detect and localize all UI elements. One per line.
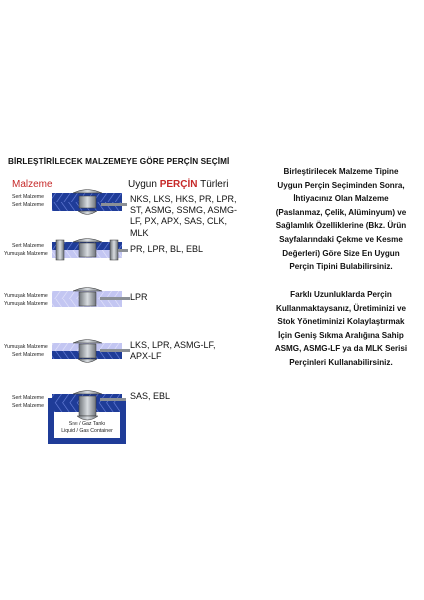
row3-top-label: Yumuşak Malzeme [4, 293, 48, 299]
row4-illustration [52, 340, 130, 363]
paragraph-line: Sağlamlık Özelliklerine (Bkz. Ürün [275, 221, 407, 231]
row1-types-line: ST, ASMG, SSMG, ASMG- [130, 205, 238, 216]
row4-top-label: Yumuşak Malzeme [4, 344, 48, 350]
row5-rivet-types [130, 391, 170, 402]
row4-rivet-types [130, 340, 216, 362]
paragraph-line: Sayfalarındaki Çekme ve Kesme [279, 234, 403, 244]
paragraph-line: (Paslanmaz, Çelik, Alüminyum) ve [275, 207, 407, 217]
material-header: Malzeme [12, 179, 53, 190]
row1-rivet-types [130, 194, 237, 239]
row5-bottom-label: Sert Malzeme [12, 403, 44, 409]
types-header-bold: PERÇİN [159, 179, 198, 190]
row3-illustration [52, 288, 130, 308]
row1-types-line: MLK [130, 227, 149, 238]
container-label-1: Sıvı / Gaz Tankı [68, 421, 106, 427]
row5-illustration [48, 391, 126, 445]
paragraph-line: İçin Geniş Sıkma Aralığına Sahip [278, 330, 404, 340]
row4-bottom-label: Sert Malzeme [12, 352, 44, 358]
row1-types-line: NKS, LKS, HKS, PR, LPR, [130, 194, 237, 204]
paragraph-line: İhtiyacınız Olan Malzeme [293, 194, 389, 204]
paragraph-line: ASMG, ASMG-LF ya da MLK Serisi [274, 344, 408, 354]
container-label-2: Liquid / Gas Container [61, 428, 113, 434]
paragraph-line: Birleştirilecek Malzeme Tipine [283, 167, 399, 176]
row5-types-line: SAS, EBL [130, 391, 171, 401]
row3-types-line: LPR [130, 292, 148, 302]
row2-bottom-label: Yumuşak Malzeme [4, 251, 48, 257]
paragraph-line: Perçinleri Kullanabilirsiniz. [289, 357, 393, 367]
row1-types-line: LF, PX, APX, SAS, CLK, [130, 216, 228, 227]
paragraph-line: Kullanmaktaysanız, Üretiminizi ve [276, 303, 406, 313]
row2-top-label: Sert Malzeme [12, 243, 44, 249]
row2-rivet-types [130, 244, 203, 255]
paragraph-line: Farklı Uzunluklarda Perçin [290, 290, 392, 299]
types-header-suffix: Türleri [197, 179, 229, 190]
paragraph-line: Değerleri) Göre Size En Uygun [282, 248, 400, 258]
row4-types-line: LKS, LPR, ASMG-LF, [130, 340, 216, 350]
paragraph-line: Stok Yönetiminizi Kolaylaştırmak [277, 317, 405, 327]
row2-illustration [52, 239, 128, 261]
info-paragraph-1 [262, 165, 420, 274]
row2-types-line: PR, LPR, BL, EBL [130, 244, 204, 254]
row5-top-label: Sert Malzeme [12, 395, 44, 401]
row1-bottom-label: Sert Malzeme [12, 202, 44, 208]
info-paragraph-2 [262, 288, 420, 370]
row4-types-line: APX-LF [130, 351, 162, 362]
row3-rivet-types [130, 292, 148, 303]
row1-top-label: Sert Malzeme [12, 194, 44, 200]
row3-bottom-label: Yumuşak Malzeme [4, 301, 48, 307]
types-header-prefix: Uygun [128, 179, 160, 190]
page-title: BİRLEŞTİRİLECEK MALZEMEYE GÖRE PERÇİN SEÇİMİ [8, 157, 230, 166]
row1-illustration [52, 190, 127, 215]
paragraph-line: Perçin Tipini Bulabilirsiniz. [289, 262, 393, 272]
paragraph-line: Uygun Perçin Seçiminden Sonra, [277, 180, 405, 190]
